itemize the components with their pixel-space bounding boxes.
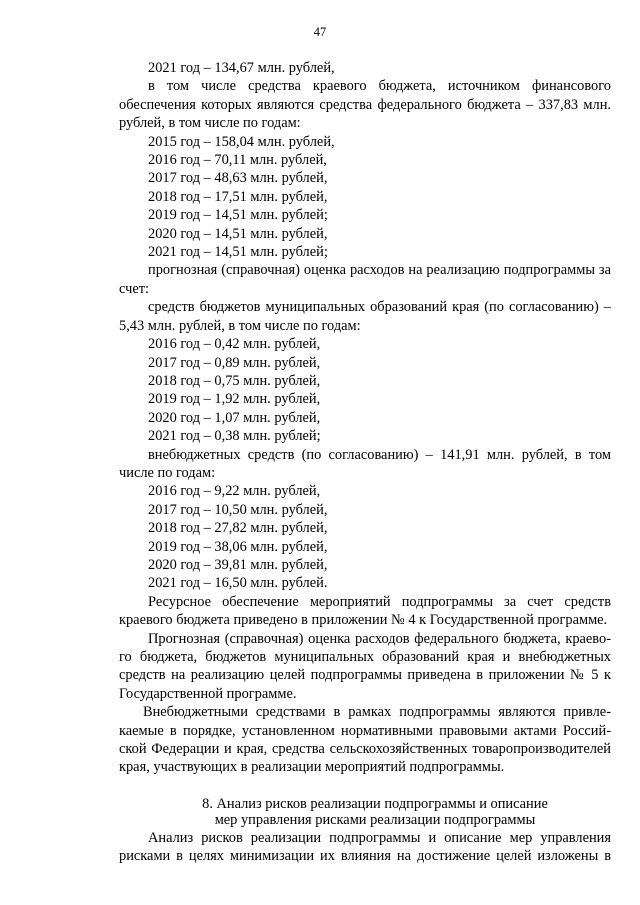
list-item: 2018 год – 0,75 млн. рублей,	[148, 372, 321, 389]
paragraph: в том числе средства краевого бюджета, источником финансового обеспечения которых являются средства федерального бюджета – 337,83 млн. рублей, в том числе по годам:	[119, 78, 611, 132]
page-number: 47	[313, 25, 327, 39]
document-body	[119, 59, 611, 866]
list-item: 2021 год – 0,38 млн. рублей;	[148, 428, 321, 445]
list-item: 2015 год – 158,04 млн. рублей,	[148, 133, 335, 150]
section-heading	[119, 796, 611, 828]
paragraph: прогнозная (справочная) оценка расходов на реализацию подпрограммы за счет:	[119, 262, 611, 297]
list-item: 2017 год – 0,89 млн. рублей,	[148, 354, 321, 371]
list-item: 2020 год – 1,07 млн. рублей,	[148, 409, 321, 426]
text-line: 2021 год – 134,67 млн. рублей,	[148, 60, 335, 76]
list-item: 2017 год – 48,63 млн. рублей,	[148, 170, 328, 187]
list-item: 2016 год – 9,22 млн. рублей,	[148, 483, 321, 500]
list-item: 2019 год – 14,51 млн. рублей;	[148, 207, 328, 224]
list-item: 2020 год – 39,81 млн. рублей,	[148, 556, 328, 573]
paragraph: внебюджетных средств (по согласованию) – 141,91 млн. рублей, в том числе по годам:	[119, 446, 611, 481]
paragraph: Ресурсное обеспечение мероприятий подпрограммы за счет средств краевого бюджета приведено в приложении № 4 к Государственной программе.	[119, 593, 611, 629]
paragraph: Внебюджетными средствами в рамках подпрограммы являются привлекаемые в порядке, установленном нормативными правовыми актами Российской Федерации и края, средства сельскохозяйственных товаропроизводителей края, участвующих в реализации мероприятий подпрограммы.	[119, 704, 611, 776]
list-item: 2019 год – 38,06 млн. рублей,	[148, 538, 328, 555]
list-item: 2019 год – 1,92 млн. рублей,	[148, 391, 321, 408]
list-item: 2020 год – 14,51 млн. рублей,	[148, 225, 328, 242]
section-heading-line-1: 8. Анализ рисков реализации подпрограммы и описание	[202, 795, 548, 812]
paragraph: средств бюджетов муниципальных образований края (по согласованию) – 5,43 млн. рублей, в том числе по годам:	[119, 299, 611, 334]
list-item: 2016 год – 70,11 млн. рублей,	[148, 152, 327, 169]
paragraph: Анализ рисков реализации подпрограммы и описание мер управления рисками в целях минимизации их влияния на достижение целей изложены в	[119, 829, 611, 865]
list-item: 2017 год – 10,50 млн. рублей,	[148, 501, 328, 518]
paragraph: Прогнозная (справочная) оценка расходов федерального бюджета, краевого бюджета, бюджетов муниципальных образований края и внебюджетных средств на реализацию целей подпрограммы приведена в приложении № 5 к Государственной программе.	[119, 630, 611, 702]
list-item: 2018 год – 27,82 млн. рублей,	[148, 520, 328, 537]
list-item: 2018 год – 17,51 млн. рублей,	[148, 188, 328, 205]
list-item: 2021 год – 16,50 млн. рублей.	[148, 575, 328, 592]
section-heading-line-2: мер управления рисками реализации подпрограммы	[214, 811, 536, 828]
list-item: 2016 год – 0,42 млн. рублей,	[148, 336, 321, 353]
list-item: 2021 год – 14,51 млн. рублей;	[148, 244, 328, 261]
